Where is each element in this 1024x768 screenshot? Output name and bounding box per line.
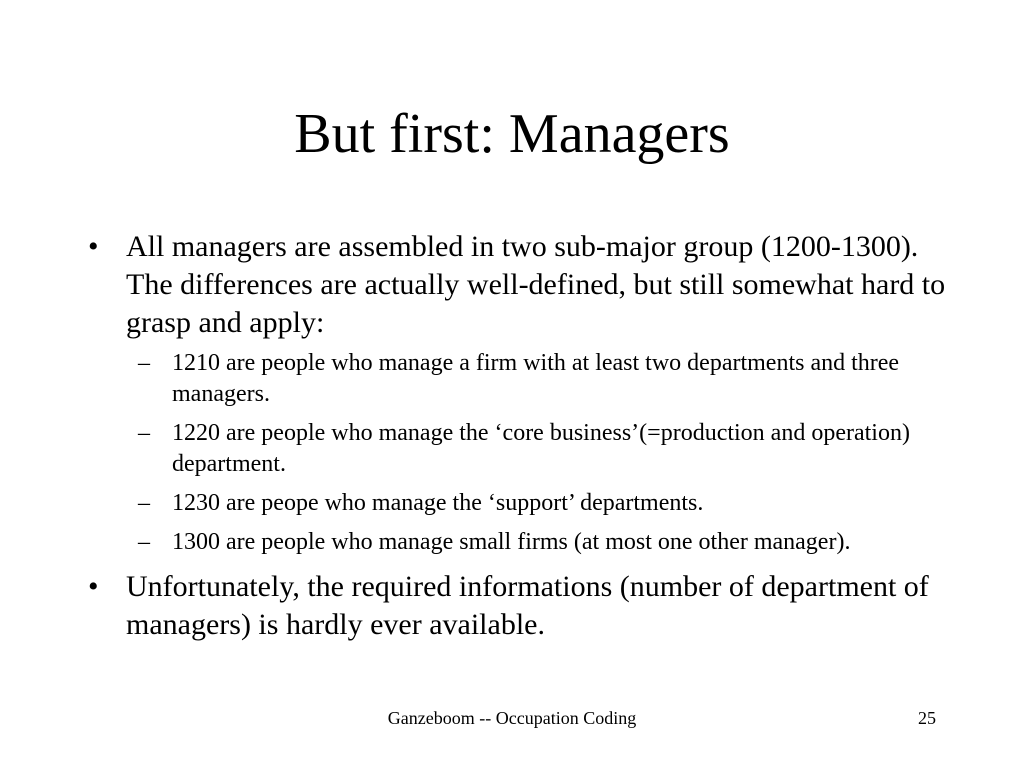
sub-bullet-text: 1300 are people who manage small firms (at most one other manager).	[172, 529, 851, 555]
bullet-text: All managers are assembled in two sub-major group (1200-1300). The differences are actually well-defined, but still somewhat hard to grasp and apply:	[126, 230, 946, 339]
page-number: 25	[918, 708, 936, 728]
sub-bullet-marker: –	[138, 490, 150, 516]
bullet-marker: •	[88, 570, 99, 603]
sub-bullet-marker: –	[138, 350, 150, 376]
slide-body	[88, 228, 968, 650]
sub-bullet-list	[88, 348, 968, 558]
sub-bullet-text: 1230 are peope who manage the ‘support’ departments.	[172, 490, 704, 516]
footer-text: Ganzeboom -- Occupation Coding	[387, 708, 637, 728]
sub-bullet-item	[88, 418, 968, 480]
sub-bullet-marker: –	[138, 420, 150, 446]
bullet-item	[88, 568, 968, 644]
sub-bullet-marker: –	[138, 529, 150, 555]
bullet-marker: •	[88, 230, 99, 263]
sub-bullet-text: 1220 are people who manage the ‘core business’(=production and operation) department.	[172, 420, 910, 477]
bullet-item	[88, 228, 968, 342]
bullet-text: Unfortunately, the required informations (number of department of managers) is hardly ever available.	[126, 570, 929, 641]
sub-bullet-item	[88, 527, 968, 558]
sub-bullet-item	[88, 488, 968, 519]
sub-bullet-item	[88, 348, 968, 410]
sub-bullet-text: 1210 are people who manage a firm with at least two departments and three managers.	[172, 350, 900, 407]
slide-title: But first: Managers	[294, 103, 730, 165]
